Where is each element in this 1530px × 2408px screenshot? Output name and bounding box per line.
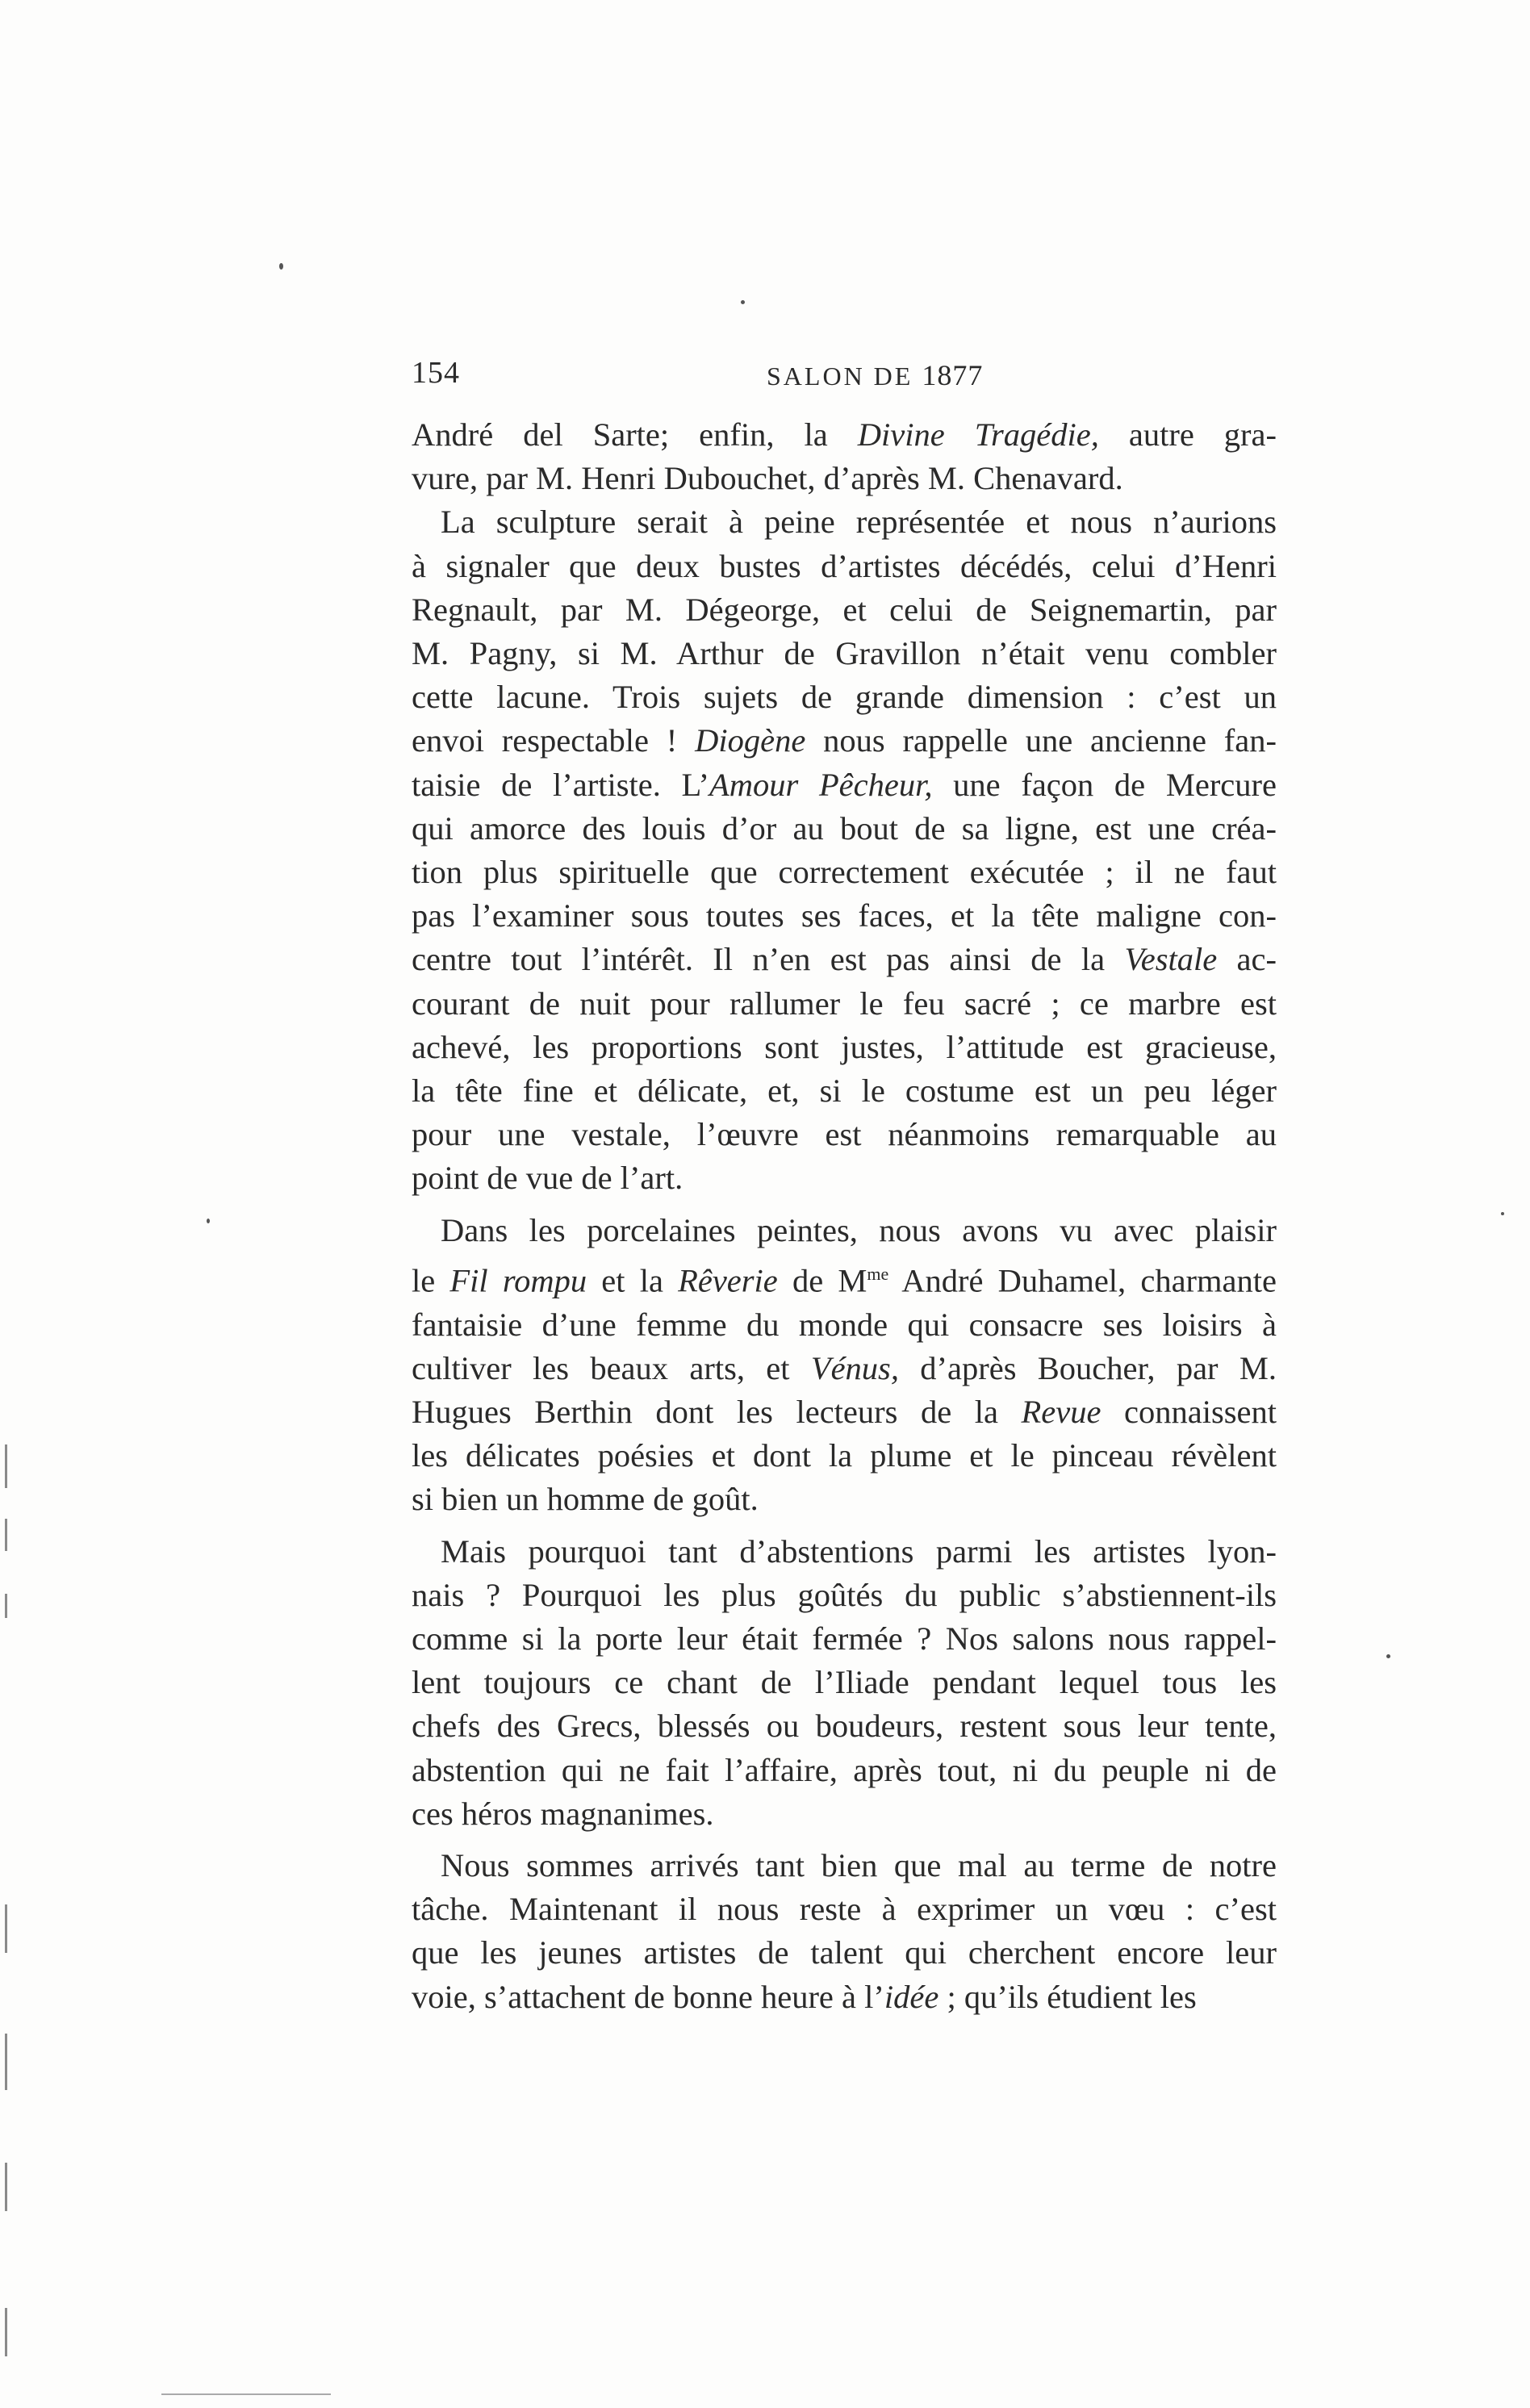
scan-speck <box>741 300 745 304</box>
text-line <box>412 1347 1277 1390</box>
text-line <box>412 1530 1277 1574</box>
page-number: 154 <box>412 356 460 390</box>
text-line <box>412 1617 1277 1661</box>
text-run: la tête fine et délicate, et, si le costume est un peu léger <box>412 1072 1277 1110</box>
text-run: cultiver les beaux arts, et <box>412 1349 811 1386</box>
text-line <box>412 500 1277 544</box>
text-line <box>412 1434 1277 1478</box>
scan-edge-mark <box>161 2393 331 2395</box>
scan-speck <box>1501 1212 1504 1215</box>
scan-edge-mark <box>5 2163 7 2211</box>
text-run: tion plus spirituelle que correctement exécutée ; il ne faut <box>412 854 1277 891</box>
text-run: M. Pagny, si M. Arthur de Gravillon n’était venu combler <box>412 635 1277 672</box>
scan-speck <box>1386 1654 1390 1658</box>
text-line <box>412 1975 1277 2019</box>
text-run: à signaler que deux bustes d’artistes décédés, celui d’Henri <box>412 547 1277 584</box>
text-run: ; qu’ils étudient les <box>938 1978 1197 2015</box>
italic-title: idée <box>884 1978 939 2015</box>
text-line <box>412 938 1277 981</box>
text-run: abstention qui ne fait l’affaire, après tout, ni du peuple ni de <box>412 1751 1277 1788</box>
text-line <box>412 1574 1277 1617</box>
text-run: La sculpture serait à peine représentée et nous n’aurions <box>441 504 1277 541</box>
scan-edge-mark <box>5 2308 7 2356</box>
text-line <box>412 588 1277 632</box>
scan-edge-mark <box>5 1519 7 1551</box>
text-run: cette lacune. Trois sujets de grande dimension : c’est un <box>412 679 1277 716</box>
text-run: les délicates poésies et dont la plume et le pinceau révèlent <box>412 1437 1277 1474</box>
text-run: vure, par M. Henri Dubouchet, d’après M. Chenavard. <box>412 460 1123 497</box>
text-line <box>412 1749 1277 1792</box>
text-line <box>412 763 1277 807</box>
italic-title: Vestale <box>1124 941 1218 978</box>
text-run: d’après Boucher, par M. <box>898 1349 1277 1386</box>
text-line <box>412 1390 1277 1434</box>
text-run: André del Sarte <box>412 416 660 453</box>
page-header <box>412 355 1283 403</box>
text-run: lent toujours ce chant de l’Iliade pendant lequel tous les <box>412 1664 1277 1701</box>
text-line <box>412 1704 1277 1748</box>
text-run: centre tout l’intérêt. Il n’en est pas ainsi de la <box>412 941 1125 978</box>
text-run: Nous sommes arrivés tant bien que mal au terme de notre <box>441 1847 1277 1883</box>
italic-title: Rêverie <box>678 1262 778 1299</box>
text-run: le <box>412 1262 450 1299</box>
text-run: fantaisie d’une femme du monde qui consacre ses loisirs à <box>412 1306 1277 1343</box>
text-line <box>412 851 1277 894</box>
text-run: Regnault, par M. Dégeorge, et celui de Seignemartin, par <box>412 591 1277 628</box>
text-run: que les jeunes artistes de talent qui cherchent encore leur <box>412 1934 1277 1971</box>
text-run: de M <box>777 1262 867 1299</box>
text-run: pas l’examiner sous toutes ses faces, et la tête maligne con- <box>412 897 1277 934</box>
text-line <box>412 719 1277 763</box>
text-run: Hugues Berthin dont les lecteurs de la <box>412 1393 1022 1430</box>
text-run: pour une vestale, l’œuvre est néanmoins remarquable au <box>412 1116 1277 1153</box>
text-run: Dans les porcelaines peintes, nous avons vu avec plaisir <box>441 1211 1277 1248</box>
scan-edge-mark <box>5 1594 7 1618</box>
text-line <box>412 413 1277 457</box>
italic-title: Diogène <box>695 722 806 759</box>
text-line <box>412 1156 1277 1200</box>
text-line <box>412 545 1277 588</box>
scan-edge-mark <box>5 1904 7 1953</box>
text-line <box>412 1931 1277 1975</box>
text-line <box>412 457 1277 500</box>
text-run: tâche. Maintenant il nous reste à exprimer un vœu : c’est <box>412 1891 1277 1928</box>
scan-edge-mark <box>5 2034 7 2090</box>
text-line <box>412 1026 1277 1069</box>
text-run: nais ? Pourquoi les plus goûtés du public s’abstiennent-ils <box>412 1576 1277 1613</box>
text-run: achevé, les proportions sont justes, l’attitude est gracieuse, <box>412 1028 1277 1065</box>
text-run: envoi respectable ! <box>412 722 696 759</box>
running-head <box>767 358 983 392</box>
text-run: taisie de l’artiste. L’ <box>412 766 710 803</box>
text-run: ac- <box>1217 941 1277 978</box>
text-run: et la <box>587 1262 679 1299</box>
italic-title: Amour Pêcheur, <box>709 766 933 803</box>
text-run: si bien un homme de goût. <box>412 1481 759 1518</box>
italic-title: Fil rompu <box>449 1262 587 1299</box>
text-line <box>412 1661 1277 1704</box>
text-line <box>412 1478 1277 1521</box>
text-run: comme si la porte leur était fermée ? Nos salons nous rappel- <box>412 1620 1277 1657</box>
text-line <box>412 1844 1277 1888</box>
text-run: voie, s’attachent de bonne heure à l’ <box>412 1978 884 2015</box>
text-line <box>412 1888 1277 1931</box>
text-run: une façon de Mercure <box>932 766 1277 803</box>
text-run: André Duhamel, charmante <box>888 1262 1277 1299</box>
superscript-text: me <box>867 1263 889 1284</box>
italic-title: Vénus, <box>810 1349 899 1386</box>
running-head-year: 1877 <box>922 359 984 391</box>
text-line <box>412 1113 1277 1156</box>
text-line <box>412 675 1277 719</box>
text-run: nous rappelle une ancienne fan- <box>805 722 1277 759</box>
text-line <box>412 632 1277 675</box>
italic-title: Divine Tragédie, <box>857 416 1099 453</box>
text-line <box>412 1252 1277 1303</box>
text-line <box>412 1303 1277 1347</box>
scan-edge-mark <box>5 1444 7 1488</box>
text-run: chefs des Grecs, blessés ou boudeurs, restent sous leur tente, <box>412 1708 1277 1745</box>
text-run: point de vue de l’art. <box>412 1160 683 1197</box>
text-line <box>412 807 1277 851</box>
text-run: ; enfin, la <box>659 416 858 453</box>
text-line <box>412 1792 1277 1836</box>
scan-speck <box>279 263 283 270</box>
text-line <box>412 894 1277 938</box>
text-run: qui amorce des louis d’or au bout de sa ligne, est une créa- <box>412 809 1277 847</box>
body-text <box>412 413 1277 2019</box>
italic-title: Revue <box>1021 1393 1102 1430</box>
text-run: connaissent <box>1101 1393 1277 1430</box>
running-head-title: SALON DE <box>767 362 913 391</box>
text-line <box>412 1069 1277 1113</box>
text-line <box>412 1209 1277 1252</box>
text-run: ces héros magnanimes. <box>412 1795 714 1832</box>
scan-speck <box>207 1219 210 1223</box>
text-run: Mais pourquoi tant d’abstentions parmi les artistes lyon- <box>441 1532 1277 1570</box>
text-line <box>412 982 1277 1026</box>
text-run: autre gra- <box>1098 416 1277 453</box>
text-run: courant de nuit pour rallumer le feu sacré ; ce marbre est <box>412 985 1277 1022</box>
